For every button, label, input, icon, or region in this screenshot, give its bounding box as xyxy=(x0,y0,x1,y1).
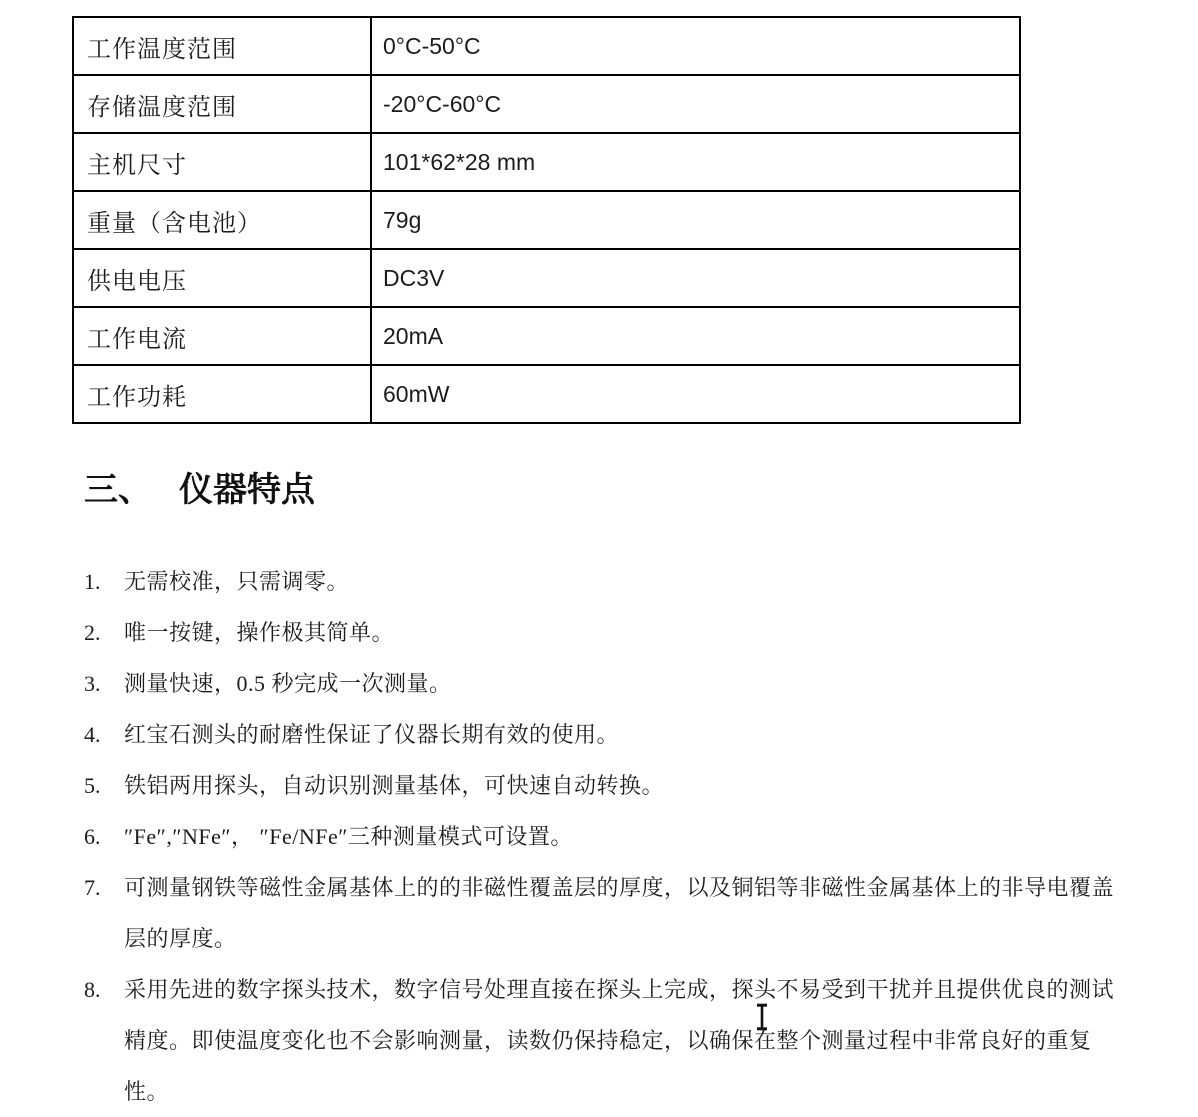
section-heading-number: 三、 xyxy=(84,472,152,509)
list-item xyxy=(84,760,1128,811)
list-item-text: 无需校准，只需调零。 xyxy=(124,569,350,594)
spec-label: 工作电流 xyxy=(73,307,371,365)
list-item-number: 4. xyxy=(84,722,101,747)
spec-table xyxy=(72,16,1021,424)
table-row xyxy=(73,365,1020,423)
table-row xyxy=(73,249,1020,307)
table-row xyxy=(73,75,1020,133)
list-item xyxy=(84,811,1128,862)
list-item xyxy=(84,556,1128,607)
spec-value: -20°C-60°C xyxy=(371,75,1020,133)
spec-value: DC3V xyxy=(371,249,1020,307)
table-row xyxy=(73,307,1020,365)
list-item-text: 采用先进的数字探头技术，数字信号处理直接在探头上完成，探头不易受到干扰并且提供优良的测试精度。即使温度变化也不会影响测量，读数仍保持稳定，以确保在整个测量过程中非常良好的重复性。 xyxy=(124,977,1115,1104)
list-item-text: 可测量钢铁等磁性金属基体上的的非磁性覆盖层的厚度，以及铜铝等非磁性金属基体上的非导电覆盖层的厚度。 xyxy=(124,875,1115,951)
list-item xyxy=(84,964,1128,1117)
table-row xyxy=(73,191,1020,249)
spec-value: 0°C-50°C xyxy=(371,17,1020,75)
spec-label: 工作功耗 xyxy=(73,365,371,423)
spec-label: 供电电压 xyxy=(73,249,371,307)
table-row xyxy=(73,17,1020,75)
list-item-text: 红宝石测头的耐磨性保证了仪器长期有效的使用。 xyxy=(124,722,620,747)
spec-label: 存储温度范围 xyxy=(73,75,371,133)
list-item-number: 6. xyxy=(84,824,101,849)
list-item-text: 铁铝两用探头，自动识别测量基体，可快速自动转换。 xyxy=(124,773,665,798)
list-item-text: 唯一按键，操作极其简单。 xyxy=(124,620,395,645)
spec-label: 主机尺寸 xyxy=(73,133,371,191)
spec-value: 79g xyxy=(371,191,1020,249)
list-item xyxy=(84,862,1128,964)
list-item-number: 7. xyxy=(84,875,101,900)
table-row xyxy=(73,133,1020,191)
list-item xyxy=(84,607,1128,658)
list-item-number: 8. xyxy=(84,977,101,1002)
spec-label: 工作温度范围 xyxy=(73,17,371,75)
list-item-number: 2. xyxy=(84,620,101,645)
list-item-number: 1. xyxy=(84,569,101,594)
section-heading xyxy=(84,462,315,511)
feature-list xyxy=(84,556,1128,1117)
spec-value: 20mA xyxy=(371,307,1020,365)
list-item-text: 测量快速，0.5 秒完成一次测量。 xyxy=(124,671,452,696)
spec-value: 101*62*28 mm xyxy=(371,133,1020,191)
list-item xyxy=(84,658,1128,709)
section-heading-title: 仪器特点 xyxy=(179,472,315,509)
list-item-number: 3. xyxy=(84,671,101,696)
spec-value: 60mW xyxy=(371,365,1020,423)
list-item xyxy=(84,709,1128,760)
list-item-number: 5. xyxy=(84,773,101,798)
spec-label: 重量（含电池） xyxy=(73,191,371,249)
list-item-text: ″Fe″,″NFe″， ″Fe/NFe″三种测量模式可设置。 xyxy=(124,824,573,849)
